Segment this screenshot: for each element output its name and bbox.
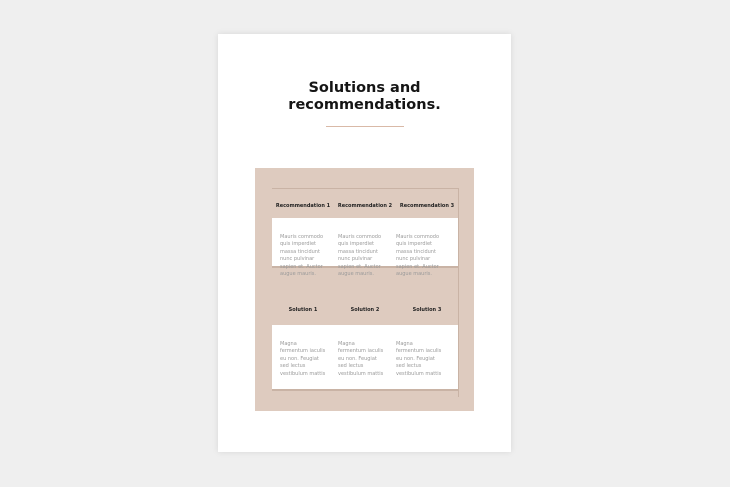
solution-header: Solution 1 [288,307,318,313]
recommendation-text: Mauris commodo quis imperdiet massa tincidunt nunc pulvinar sapien et. Auctor augue mauris. [280,234,324,278]
title-line-2: recommendations. [288,97,441,113]
solution-text: Magna fermentum iaculis eu non. Feugiat sed lectus vestibulum mattis [280,341,326,377]
solutions-text-row [272,325,458,391]
recommendation-header: Recommendation 2 [337,203,393,209]
solution-header: Solution 2 [350,307,380,313]
recommendation-text: Mauris commodo quis imperdiet massa tincidunt nunc pulvinar sapien et. Auctor augue mauris. [396,234,440,278]
content-panel [255,168,474,411]
solution-text: Magna fermentum iaculis eu non. Feugiat sed lectus vestibulum mattis [338,341,384,377]
title-divider [326,126,404,127]
solution-text: Magna fermentum iaculis eu non. Feugiat sed lectus vestibulum mattis [396,341,442,377]
recommendation-text: Mauris commodo quis imperdiet massa tincidunt nunc pulvinar sapien et. Auctor augue mauris. [338,234,382,278]
document-page [218,34,511,452]
recommendation-header: Recommendation 3 [399,203,455,209]
title-line-1: Solutions and [308,80,421,96]
solutions-header-row [272,307,458,313]
recommendations-text-row [272,218,458,278]
recommendation-header: Recommendation 1 [275,203,331,209]
recommendations-header-row [272,203,458,209]
page-title [218,80,511,114]
solution-header: Solution 3 [412,307,442,313]
content-table [272,188,459,397]
